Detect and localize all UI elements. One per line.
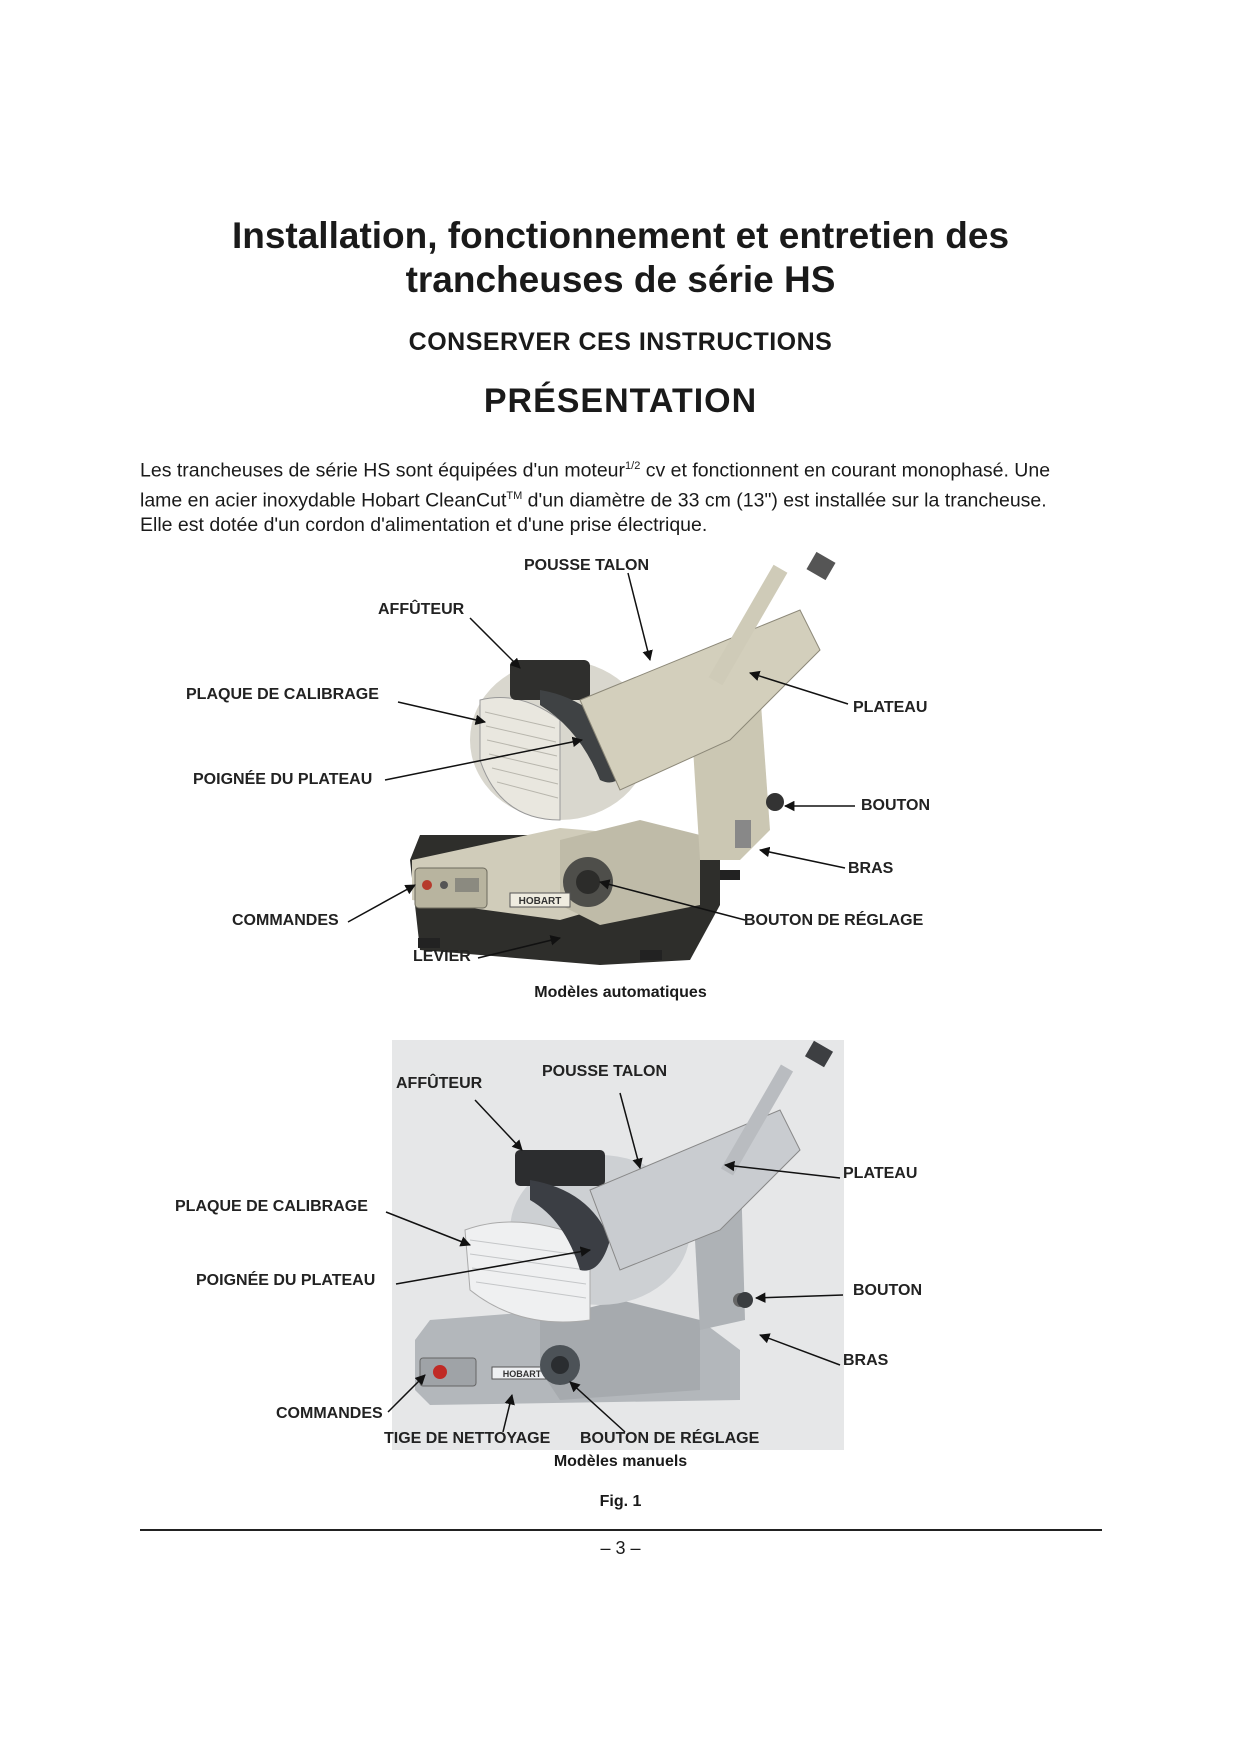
label-poignee-plateau-manual: POIGNÉE DU PLATEAU	[196, 1272, 376, 1289]
caption-manual: Modèles manuels	[553, 1453, 688, 1470]
section-heading: PRÉSENTATION	[483, 382, 758, 420]
footer-rule	[140, 1529, 1102, 1531]
caption-automatic: Modèles automatiques	[534, 984, 707, 1001]
label-pousse-talon: POUSSE TALON	[524, 557, 650, 574]
fraction: 1/2	[625, 460, 641, 472]
label-affuteur-manual: AFFÛTEUR	[396, 1075, 483, 1092]
label-plateau-manual: PLATEAU	[843, 1165, 918, 1182]
label-bouton-reglage: BOUTON DE RÉGLAGE	[744, 912, 924, 929]
label-plaque-calibrage: PLAQUE DE CALIBRAGE	[186, 686, 379, 703]
label-pousse-talon-manual: POUSSE TALON	[542, 1063, 668, 1080]
intro-line-1: Les trancheuses de série HS sont équipées d'un moteur$^{1/2}$ cv et fonctionnent en courant monophasé. Une	[140, 459, 1051, 482]
label-bras-manual: BRAS	[843, 1352, 889, 1369]
label-plaque-calibrage-manual: PLAQUE DE CALIBRAGE	[175, 1198, 368, 1215]
trademark: TM	[506, 489, 523, 502]
label-commandes: COMMANDES	[232, 912, 339, 929]
page-number: – 3 –	[600, 1538, 641, 1558]
intro-line-3: Elle est dotée d'un cordon d'alimentation et d'une prise électrique.	[140, 514, 708, 536]
label-levier: LEVIER	[413, 948, 471, 965]
label-commandes-manual: COMMANDES	[276, 1405, 383, 1422]
label-bouton-reglage-manual: BOUTON DE RÉGLAGE	[580, 1430, 760, 1447]
intro-line-2: lame en acier inoxydable Hobart CleanCut™ d'un diamètre de 33 cm (13") est installée sur la trancheuse.	[140, 489, 1047, 511]
title-line-2: trancheuses de série HS	[405, 259, 836, 300]
hobart-plate-auto: HOBART	[518, 896, 562, 907]
label-bouton: BOUTON	[861, 797, 931, 814]
label-bras: BRAS	[848, 860, 894, 877]
label-poignee-plateau: POIGNÉE DU PLATEAU	[193, 771, 373, 788]
label-plateau: PLATEAU	[853, 699, 928, 716]
figure-number: Fig. 1	[599, 1493, 642, 1510]
label-bouton-manual: BOUTON	[853, 1282, 923, 1299]
document-subtitle: CONSERVER CES INSTRUCTIONS	[408, 328, 833, 356]
label-tige-nettoyage: TIGE DE NETTOYAGE	[384, 1430, 551, 1447]
hobart-plate-manual: HOBART	[502, 1369, 542, 1379]
title-line-1: Installation, fonctionnement et entretien des	[231, 215, 1010, 256]
label-affuteur: AFFÛTEUR	[378, 601, 465, 618]
